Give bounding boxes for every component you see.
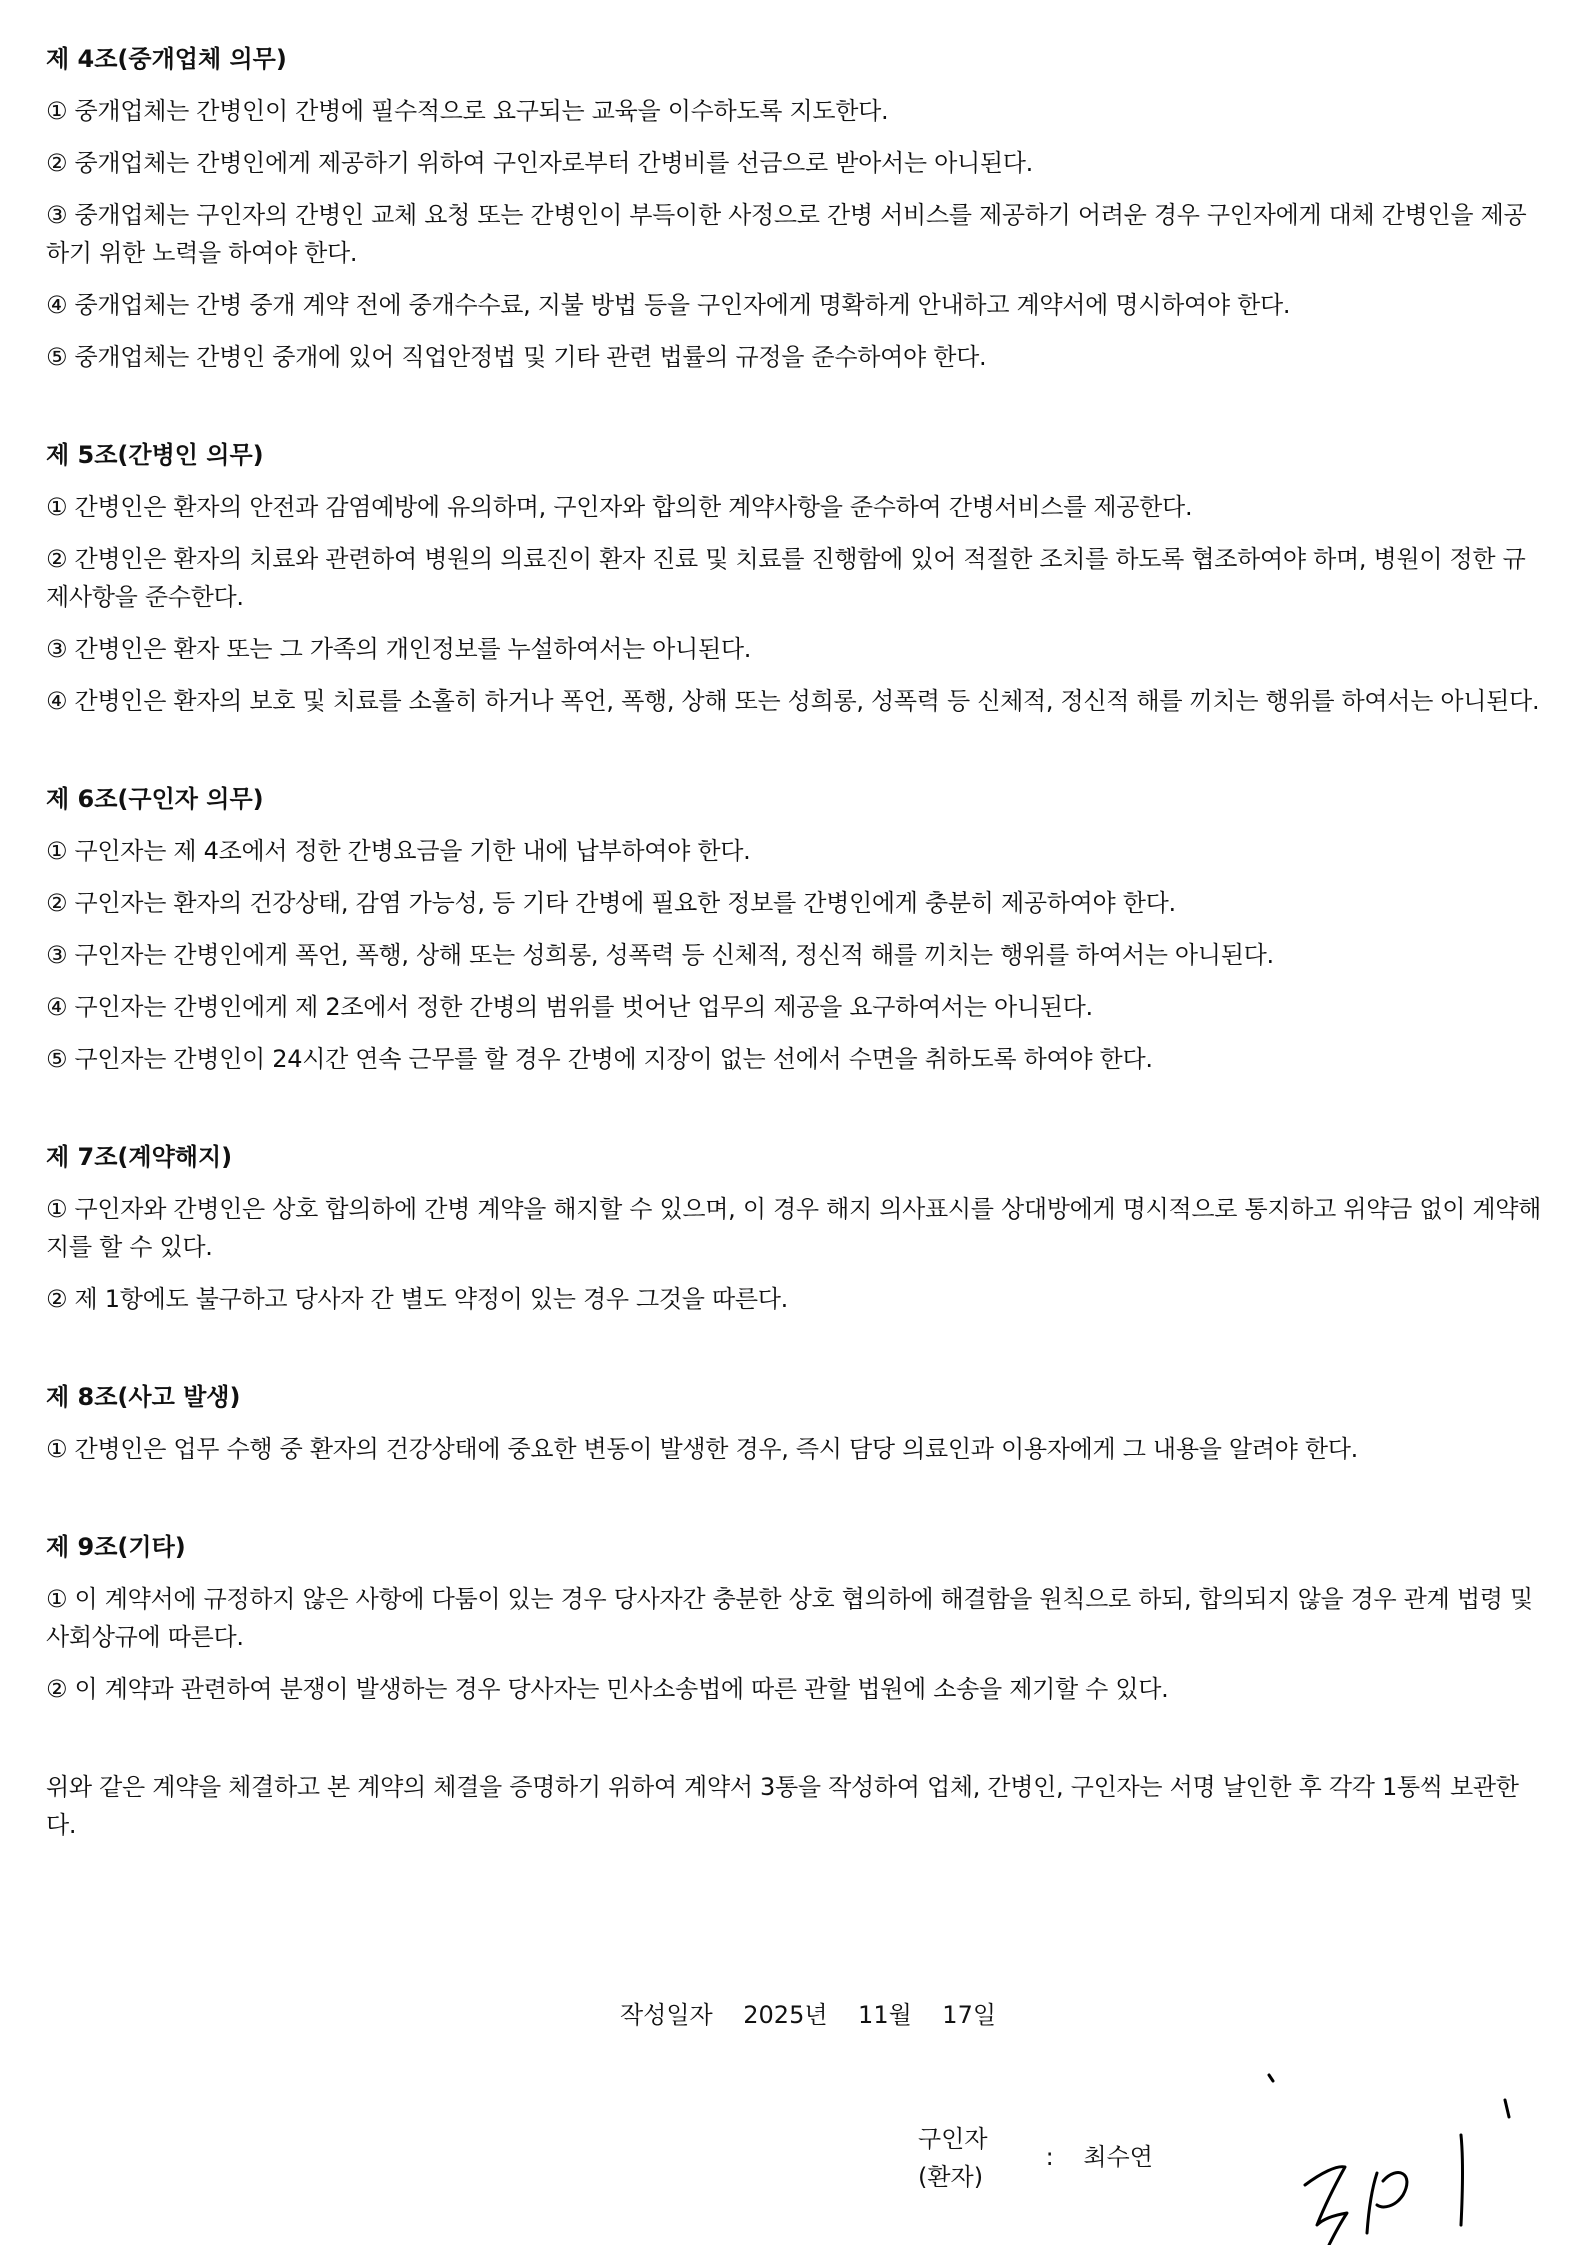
date-year: 2025년 bbox=[743, 2001, 828, 2029]
signer-colon: : bbox=[1045, 2143, 1054, 2171]
date-day: 17일 bbox=[942, 2001, 997, 2029]
article-section bbox=[46, 436, 1546, 720]
contract-page bbox=[46, 40, 1546, 1868]
article-title: 제 5조(간병인 의무) bbox=[46, 441, 264, 469]
article-clause: ③ 구인자는 간병인에게 폭언, 폭행, 상해 또는 성희롱, 성폭력 등 신체적, 정신적 해를 끼치는 행위를 하여서는 아니된다. bbox=[46, 941, 1274, 969]
signer-block bbox=[918, 2120, 1153, 2196]
article-title: 제 7조(계약해지) bbox=[46, 1143, 233, 1171]
signer-role-line1: 구인자 bbox=[918, 2125, 988, 2153]
article-clause: ④ 중개업체는 간병 중개 계약 전에 중개수수료, 지불 방법 등을 구인자에게 명확하게 안내하고 계약서에 명시하여야 한다. bbox=[46, 291, 1291, 319]
closing-statement: 위와 같은 계약을 체결하고 본 계약의 체결을 증명하기 위하여 계약서 3통을 작성하여 업체, 간병인, 구인자는 서명 날인한 후 각각 1통씩 보관한다. bbox=[46, 1773, 1519, 1839]
signer-name: 최수연 bbox=[1083, 2143, 1153, 2171]
date-month: 11월 bbox=[858, 2001, 912, 2029]
article-clause: ③ 중개업체는 구인자의 간병인 교체 요청 또는 간병인이 부득이한 사정으로 간병 서비스를 제공하기 어려운 경우 구인자에게 대체 간병인을 제공하기 위한 노력을 하여야 한다. bbox=[46, 201, 1527, 267]
date-line bbox=[620, 1996, 996, 2034]
article-title: 제 8조(사고 발생) bbox=[46, 1383, 241, 1411]
article-title: 제 4조(중개업체 의무) bbox=[46, 45, 287, 73]
article-clause: ⑤ 중개업체는 간병인 중개에 있어 직업안정법 및 기타 관련 법률의 규정을 준수하여야 한다. bbox=[46, 343, 987, 371]
article-clause: ③ 간병인은 환자 또는 그 가족의 개인정보를 누설하여서는 아니된다. bbox=[46, 635, 752, 663]
articles-container bbox=[46, 40, 1546, 1708]
article-title: 제 6조(구인자 의무) bbox=[46, 785, 264, 813]
signer-role-line2: (환자) bbox=[918, 2163, 984, 2191]
article-clause: ④ 구인자는 간병인에게 제 2조에서 정한 간병의 범위를 벗어난 업무의 제공을 요구하여서는 아니된다. bbox=[46, 993, 1093, 1021]
article-clause: ① 이 계약서에 규정하지 않은 사항에 다툼이 있는 경우 당사자간 충분한 상호 협의하에 해결함을 원칙으로 하되, 합의되지 않을 경우 관계 법령 및 사회상규에 따른다. bbox=[46, 1585, 1533, 1651]
article-clause: ② 이 계약과 관련하여 분쟁이 발생하는 경우 당사자는 민사소송법에 따른 관할 법원에 소송을 제기할 수 있다. bbox=[46, 1675, 1169, 1703]
article-clause: ① 구인자는 제 4조에서 정한 간병요금을 기한 내에 납부하여야 한다. bbox=[46, 837, 751, 865]
article-section bbox=[46, 40, 1546, 376]
article-section bbox=[46, 780, 1546, 1078]
article-section bbox=[46, 1528, 1546, 1708]
article-clause: ② 중개업체는 간병인에게 제공하기 위하여 구인자로부터 간병비를 선금으로 받아서는 아니된다. bbox=[46, 149, 1033, 177]
article-section bbox=[46, 1138, 1546, 1318]
article-clause: ① 구인자와 간병인은 상호 합의하에 간병 계약을 해지할 수 있으며, 이 경우 해지 의사표시를 상대방에게 명시적으로 통지하고 위약금 없이 계약해지를 할 수 있다. bbox=[46, 1195, 1542, 1261]
date-label: 작성일자 bbox=[620, 2001, 713, 2029]
article-clause: ⑤ 구인자는 간병인이 24시간 연속 근무를 할 경우 간병에 지장이 없는 선에서 수면을 취하도록 하여야 한다. bbox=[46, 1045, 1153, 1073]
article-clause: ① 간병인은 환자의 안전과 감염예방에 유의하며, 구인자와 합의한 계약사항을 준수하여 간병서비스를 제공한다. bbox=[46, 493, 1193, 521]
handwritten-signature bbox=[1265, 2055, 1545, 2245]
article-clause: ④ 간병인은 환자의 보호 및 치료를 소홀히 하거나 폭언, 폭행, 상해 또는 성희롱, 성폭력 등 신체적, 정신적 해를 끼치는 행위를 하여서는 아니된다. bbox=[46, 687, 1540, 715]
signer-role bbox=[918, 2120, 998, 2196]
article-title: 제 9조(기타) bbox=[46, 1533, 186, 1561]
article-clause: ① 중개업체는 간병인이 간병에 필수적으로 요구되는 교육을 이수하도록 지도한다. bbox=[46, 97, 889, 125]
article-clause: ② 제 1항에도 불구하고 당사자 간 별도 약정이 있는 경우 그것을 따른다. bbox=[46, 1285, 788, 1313]
article-section bbox=[46, 1378, 1546, 1468]
article-clause: ② 간병인은 환자의 치료와 관련하여 병원의 의료진이 환자 진료 및 치료를 진행함에 있어 적절한 조치를 하도록 협조하여야 하며, 병원이 정한 규제사항을 준수한다. bbox=[46, 545, 1526, 611]
article-clause: ② 구인자는 환자의 건강상태, 감염 가능성, 등 기타 간병에 필요한 정보를 간병인에게 충분히 제공하여야 한다. bbox=[46, 889, 1176, 917]
article-clause: ① 간병인은 업무 수행 중 환자의 건강상태에 중요한 변동이 발생한 경우, 즉시 담당 의료인과 이용자에게 그 내용을 알려야 한다. bbox=[46, 1435, 1358, 1463]
